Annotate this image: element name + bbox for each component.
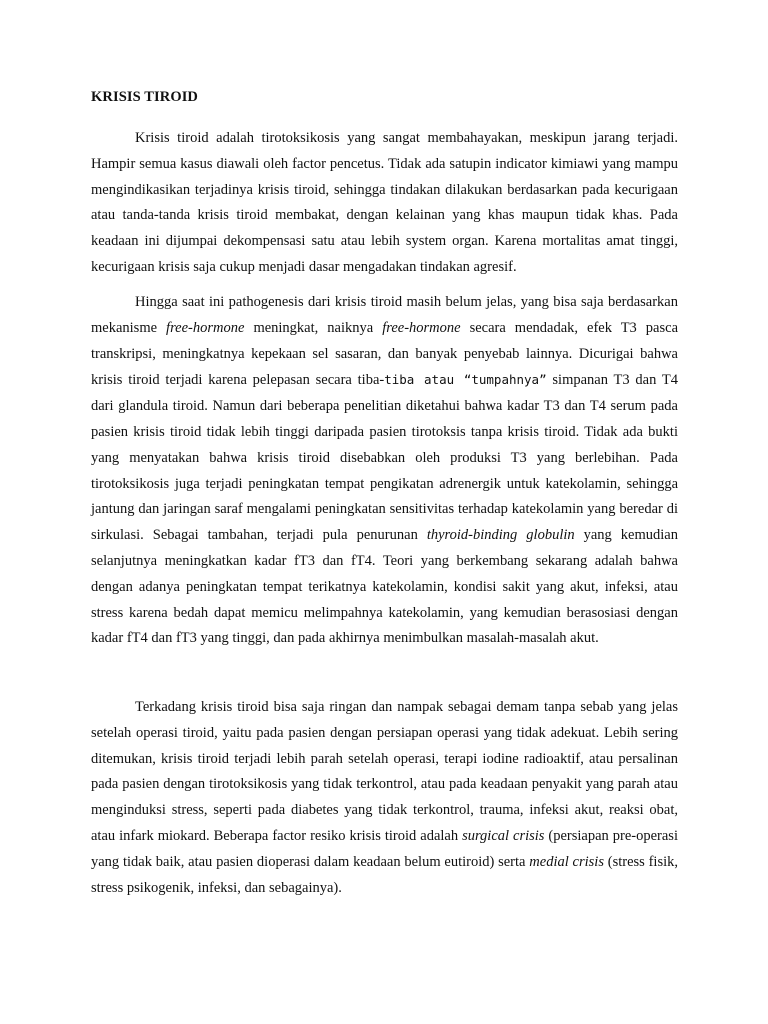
paragraph-2-text-4: simpanan T3 dan T4 dari glandula tiroid. Namun dari beberapa penelitian diketahui bahwa kadar T3 dan T4 serum pada pasien krisis tiroid tidak lebih tinggi daripada pasien tirotoksis tanpa krisis tiroid. Tidak ada bukti yang menyatakan bahwa krisis tiroid disebabkan oleh produksi T3 yang berlebihan. Pada tirotoksikosis juga terjadi peningkatan tempat pengikatan adrenergik untuk katekolamin, sehingga jantung dan jaringan saraf mengalami peningkatan sensitivitas terhadap katekolamin yang beredar di sirkulasi. Sebagai tambahan, terjadi pula penurunan — [91, 372, 678, 544]
paragraph-2 — [91, 290, 678, 652]
paragraph-2-text-1: Hingga saat ini pathogenesis dari krisis tiroid masih belum jelas, yang bisa saja berdasarkan mekanisme — [91, 294, 678, 336]
paragraph-2-mono-text: tiba atau “tumpahnya” — [384, 372, 547, 388]
paragraph-2-italic-free-hormone-1: free-hormone — [166, 319, 245, 336]
paragraph-2-italic-free-hormone-2: free-hormone — [382, 319, 461, 336]
paragraph-3-italic-surgical-crisis: surgical crisis — [462, 827, 545, 844]
paragraph-2-text-5: yang kemudian selanjutnya meningkatkan kadar fT3 dan fT4. Teori yang berkembang sekarang adalah bahwa dengan adanya peningkatan tempat terikatnya katekolamin, kondisi sakit yang akut, infeksi, atau stress karena bedah dapat memicu melimpahnya katekolamin, yang kemudian berasosiasi dengan kadar fT4 dan fT3 yang tinggi, dan pada akhirnya menimbulkan masalah-masalah akut. — [91, 527, 678, 647]
paragraph-1: Krisis tiroid adalah tirotoksikosis yang sangat membahayakan, meskipun jarang terjadi. Hampir semua kasus diawali oleh factor pencetus. Tidak ada satupin indicator kimiawi yang mampu mengindikasikan terjadinya krisis tiroid, sehingga tindakan dilakukan berdasarkan pada kecurigaan atau tanda-tanda krisis tiroid membakat, dengan kelainan yang khas maupun tidak khas. Pada keadaan ini dijumpai dekompensasi satu atau lebih system organ. Karena mortalitas amat tinggi, kecurigaan krisis saja cukup menjadi dasar mengadakan tindakan agresif. — [91, 130, 678, 275]
paragraph-2-text-2: meningkat, naiknya — [244, 319, 383, 336]
paragraph-3-text-3: (stress fisik, stress psikogenik, infeksi, dan sebagainya). — [91, 853, 679, 896]
document-title: KRISIS TIROID — [91, 89, 199, 105]
paragraph-3-text-1: Terkadang krisis tiroid bisa saja ringan dan nampak sebagai demam tanpa sebab yang jelas setelah operasi tiroid, yaitu pada pasien dengan persiapan operasi yang tidak adekuat. Lebih sering ditemukan, krisis tiroid terjadi lebih parah setelah operasi, terapi iodine radioaktif, atau persalinan pada pasien dengan tirotoksikosis yang tidak terkontrol, atau pada keadaan penyakit yang parah atau menginduksi stress, seperti pada diabetes yang tidak terkontrol, trauma, infeksi akut, reaksi obat, atau infark miokard. Beberapa factor resiko krisis tiroid adalah — [91, 699, 678, 844]
paragraph-2-italic-thyroid-binding-globulin: thyroid-binding globulin — [426, 527, 575, 544]
paragraph-2-text-3: secara mendadak, efek T3 pasca transkripsi, meningkatnya kepekaan sel sasaran, dan banyak penyebab lainnya. Dicurigai bahwa krisis tiroid terjadi karena pelepasan secara tiba- — [91, 319, 679, 389]
paragraph-3 — [91, 695, 678, 901]
paragraph-3-italic-medial-crisis: medial crisis — [529, 853, 604, 870]
paragraph-3-text-2: (persiapan pre-operasi yang tidak baik, atau pasien dioperasi dalam keadaan belum eutiroid) serta — [91, 827, 678, 870]
